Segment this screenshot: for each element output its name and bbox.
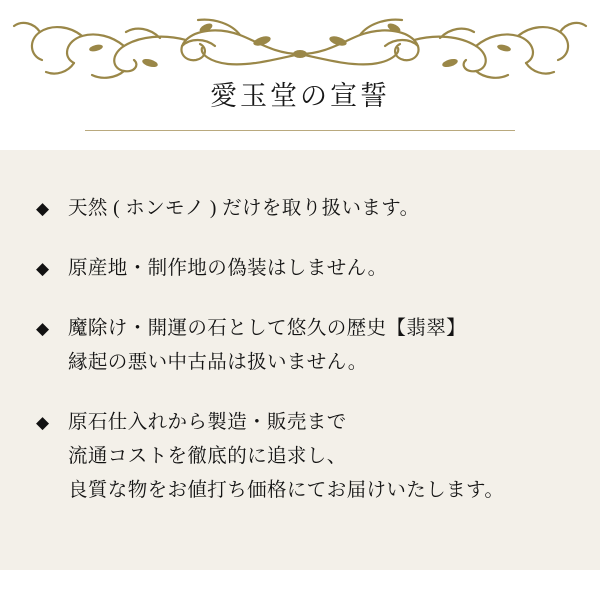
page-title: 愛玉堂の宣誓 xyxy=(210,81,390,111)
list-item-line: 流通コストを徹底的に追求し、 xyxy=(68,446,347,467)
list-item-line: 原石仕入れから製造・販売まで xyxy=(68,412,347,433)
title-divider xyxy=(85,130,515,131)
flourish-ornament xyxy=(0,8,600,88)
list-item-line: 魔除け・開運の石として悠久の歴史【翡翠】 xyxy=(68,318,467,339)
list-item-line: 良質な物をお値打ち価格にてお届けいたします。 xyxy=(68,480,505,501)
diamond-bullet-icon: ◆ xyxy=(36,259,50,278)
list-item xyxy=(36,312,576,380)
list-item-line: 天然 ( ホンモノ ) だけを取り扱います。 xyxy=(68,198,420,219)
list-item-line: 原産地・制作地の偽装はしません。 xyxy=(68,258,388,279)
list-item-text xyxy=(68,252,576,286)
pledge-panel xyxy=(0,150,600,570)
pledge-list xyxy=(36,192,576,508)
list-item-line: 縁起の悪い中古品は扱いません。 xyxy=(68,352,368,373)
list-item xyxy=(36,252,576,286)
title-block xyxy=(0,78,600,131)
diamond-bullet-icon: ◆ xyxy=(36,199,50,218)
diamond-bullet-icon: ◆ xyxy=(36,319,50,338)
list-item-text xyxy=(68,406,576,508)
diamond-bullet-icon: ◆ xyxy=(36,413,50,432)
list-item xyxy=(36,192,576,226)
list-item-text xyxy=(68,312,576,380)
list-item xyxy=(36,406,576,508)
list-item-text xyxy=(68,192,576,226)
